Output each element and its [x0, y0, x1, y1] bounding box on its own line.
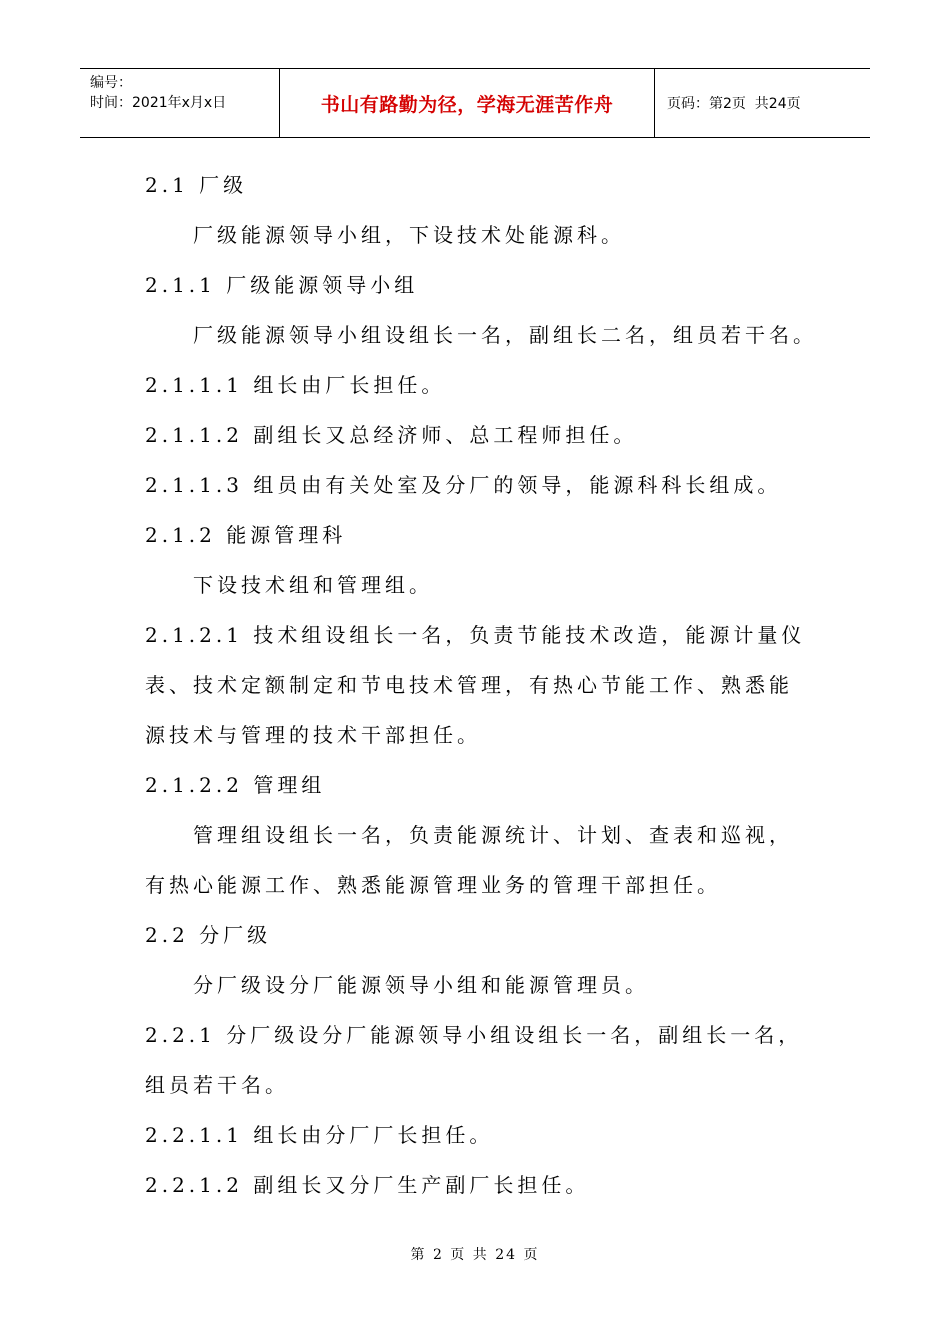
text-line: 2.1 厂级 [145, 173, 248, 197]
text-line: 厂级能源领导小组设组长一名，副组长二名，组员若干名。 [193, 323, 817, 347]
text-line: 表、技术定额制定和节电技术管理，有热心节能工作、熟悉能 [145, 673, 793, 697]
text-line: 2.1.2.2 管理组 [145, 773, 326, 797]
text-line: 2.2.1.2 副组长又分厂生产副厂长担任。 [145, 1173, 590, 1197]
text-line: 2.2 分厂级 [145, 923, 272, 947]
header-motto: 书山有路勤为径，学海无涯苦作舟 [280, 69, 655, 137]
text-line: 2.1.1.3 组员由有关处室及分厂的领导，能源科科长组成。 [145, 473, 782, 497]
text-line: 源技术与管理的技术干部担任。 [145, 723, 481, 747]
page-footer: 第 2 页 共 24 页 [410, 1247, 540, 1263]
document-number-label: 编号： [90, 75, 132, 91]
text-line: 2.1.1 厂级能源领导小组 [145, 273, 419, 297]
text-line: 2.2.1.1 组长由分厂厂长担任。 [145, 1123, 494, 1147]
text-line: 下设技术组和管理组。 [193, 573, 433, 597]
page-info-text: 页码：第2页 共24页 [667, 96, 801, 112]
text-line: 2.2.1 分厂级设分厂能源领导小组设组长一名，副组长一名， [145, 1023, 803, 1047]
text-line: 2.1.1.1 组长由厂长担任。 [145, 373, 446, 397]
document-date: 时间：2021年x月x日 [90, 95, 227, 111]
page-header [80, 68, 870, 138]
text-line: 2.1.2.1 技术组设组长一名，负责节能技术改造，能源计量仪 [145, 623, 806, 647]
header-page-info [655, 69, 870, 137]
text-line: 有热心能源工作、熟悉能源管理业务的管理干部担任。 [145, 873, 721, 897]
text-line: 厂级能源领导小组，下设技术处能源科。 [193, 223, 625, 247]
text-line: 2.1.2 能源管理科 [145, 523, 347, 547]
text-line: 2.1.1.2 副组长又总经济师、总工程师担任。 [145, 423, 638, 447]
text-line: 组员若干名。 [145, 1073, 289, 1097]
header-meta [80, 69, 280, 137]
text-line: 分厂级设分厂能源领导小组和能源管理员。 [193, 973, 649, 997]
document-body [145, 160, 815, 1210]
text-line: 管理组设组长一名，负责能源统计、计划、查表和巡视， [193, 823, 793, 847]
